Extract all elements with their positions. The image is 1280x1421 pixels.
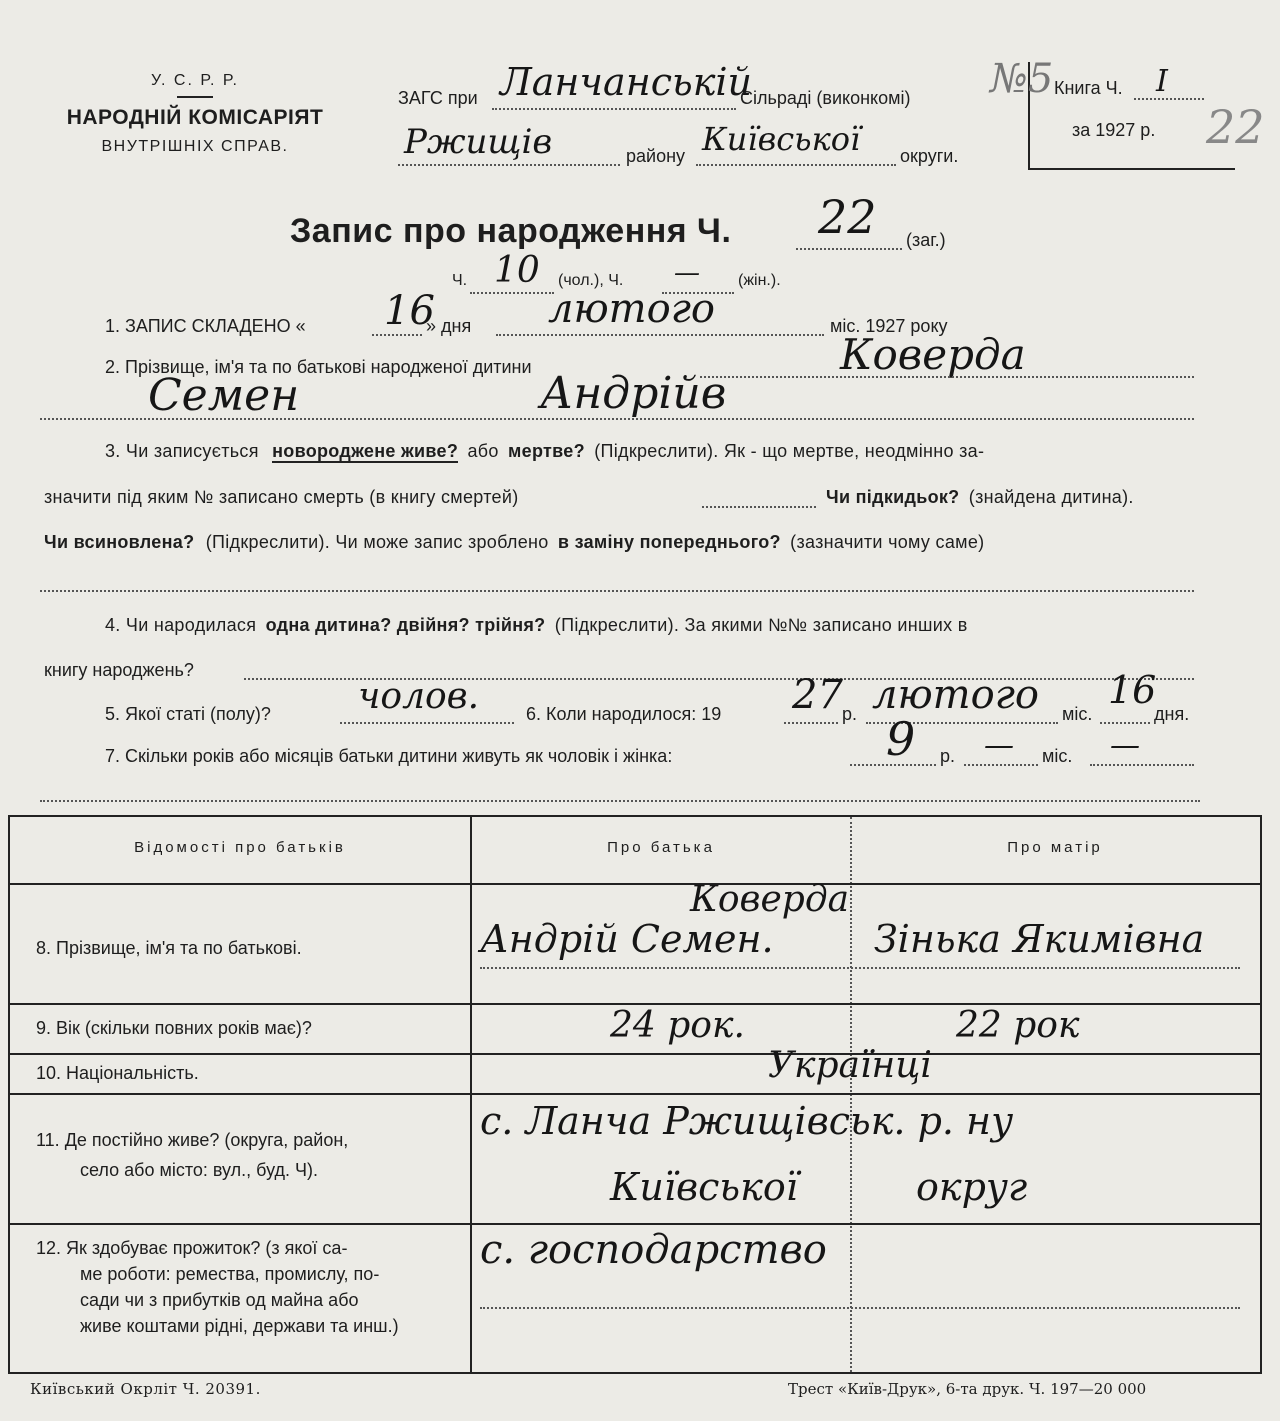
- item1-month: лютого: [548, 286, 715, 332]
- residence-line2a: Київської: [610, 1165, 798, 1209]
- selrada-value: Ланчанській: [500, 60, 753, 104]
- item3-line2: [44, 487, 519, 508]
- row12-dots: [480, 1307, 1240, 1309]
- item7-mis: міс.: [1042, 746, 1073, 766]
- row8-label: 8. Прізвище, ім'я та по батькові.: [36, 938, 302, 958]
- father-surname: Коверда: [690, 879, 850, 920]
- row9-divider: [10, 1053, 1260, 1055]
- row10-divider: [10, 1093, 1260, 1095]
- item4-line2: книгу народжень?: [44, 660, 194, 680]
- record-suffix: (заг.): [906, 230, 946, 250]
- item1-label: 1. ЗАПИС СКЛАДЕНО «: [105, 316, 306, 336]
- item2-label: 2. Прізвище, ім'я та по батькові народженої дитини: [105, 357, 532, 377]
- item6-dnya: дня.: [1154, 704, 1190, 724]
- parents-table: [8, 815, 1262, 1374]
- zags-prefix: ЗАГС при: [398, 88, 478, 108]
- item6-month: лютого: [872, 672, 1039, 718]
- okruha-label: округи.: [900, 146, 959, 166]
- row11-label-2: село або місто: вул., буд. Ч).: [80, 1160, 318, 1180]
- item6-r: р.: [842, 704, 858, 724]
- item4-l1a: 4. Чи народилася: [105, 615, 257, 635]
- record-number-line: [796, 248, 902, 250]
- row11-label-1: 11. Де постійно живе? (округа, район,: [36, 1130, 349, 1150]
- book-value: I: [1156, 64, 1168, 99]
- female-label: (жін.).: [738, 272, 781, 289]
- item7-months-line: [964, 764, 1038, 766]
- item3-alive: новороджене живе?: [272, 441, 459, 461]
- item7-r: р.: [940, 746, 956, 766]
- item6-day-line: [1100, 722, 1150, 724]
- item7-tail-line: [1090, 764, 1194, 766]
- nationality: Українці: [768, 1045, 932, 1086]
- item4-options: одна дитина? двійня? трійня?: [265, 615, 546, 635]
- footer-right: Трест «Київ-Друк», 6-та друк. Ч. 197—20 000: [788, 1380, 1147, 1398]
- item7-years-line: [850, 764, 936, 766]
- male-number: 10: [494, 250, 540, 291]
- row11-divider: [10, 1223, 1260, 1225]
- header-block: [40, 72, 350, 156]
- male-label: (чол.), Ч.: [558, 272, 624, 289]
- selrada-suffix: Сільраді (виконкомі): [740, 88, 911, 108]
- item7-label: 7. Скільки років або місяців батьки дитини живуть як чоловік і жінка:: [105, 746, 673, 766]
- item3-death-line: [702, 506, 816, 508]
- col-header-info: Відомості про батьків: [134, 839, 346, 856]
- record-title: Запис про народження Ч.: [290, 212, 732, 250]
- child-surname: Коверда: [840, 330, 1026, 379]
- header-rule: [177, 96, 213, 98]
- item7-tail: —: [1110, 728, 1140, 763]
- item3-l2c: (знайдена дитина).: [968, 487, 1134, 507]
- margin-note: №5: [990, 56, 1054, 102]
- occupation: с. господарство: [480, 1227, 827, 1273]
- row12-label-3: сади чи з прибутків од майна або: [80, 1290, 359, 1310]
- commissariat-title: НАРОДНІЙ КОМІСАРІЯТ: [66, 106, 324, 129]
- item1-day: 16: [384, 288, 435, 334]
- republic-label: У. С. Р. Р.: [150, 72, 239, 89]
- residence-line1: с. Ланча Ржищівськ. р. ну: [480, 1099, 1014, 1143]
- mother-age: 22 рок: [956, 1005, 1080, 1046]
- row12-label-2: ме роботи: ремества, промислу, по-: [80, 1264, 380, 1284]
- child-patronymic: Андрійв: [540, 368, 727, 419]
- item3-l2a: значити під яким № записано смерть (в книгу смертей): [44, 487, 519, 507]
- item3-l3b: (Підкреслити). Чи може запис зроблено: [205, 532, 549, 552]
- separator-line: [40, 800, 1200, 802]
- district-line: [398, 164, 620, 166]
- margin-number: 22: [1206, 100, 1265, 154]
- district-label: району: [626, 146, 686, 166]
- footer-left: Київський Окрліт Ч. 20391.: [30, 1380, 261, 1398]
- male-prefix: Ч.: [452, 272, 468, 289]
- item1-suffix: міс. 1927 року: [830, 316, 948, 336]
- item3-line1: [105, 441, 984, 462]
- item6-label: 6. Коли народилося: 19: [526, 704, 722, 724]
- item6-mis: міс.: [1062, 704, 1093, 724]
- item3-line2b: [826, 487, 1134, 508]
- item5-label: 5. Якої статі (полу)?: [105, 704, 271, 724]
- item6-year: 27: [792, 672, 843, 718]
- item3-line3: [44, 532, 984, 553]
- book-box: [1028, 62, 1235, 170]
- district-value: Ржищів: [404, 122, 553, 162]
- father-age: 24 рок.: [610, 1005, 745, 1046]
- item3-adopted: Чи всиновлена?: [44, 532, 195, 552]
- item7-years: 9: [886, 712, 916, 766]
- item3-replacement: в заміну попереднього?: [557, 532, 781, 552]
- department-label: ВНУТРІШНІХ СПРАВ.: [101, 138, 289, 155]
- item3-l1a: 3. Чи записується: [105, 441, 259, 461]
- item3-foundling: Чи підкидьок?: [826, 487, 960, 507]
- selrada-line: [492, 108, 736, 110]
- male-line: [470, 292, 554, 294]
- item1-day-line: [372, 334, 422, 336]
- col-header-father: Про батька: [607, 839, 715, 856]
- item3-or: або: [467, 441, 499, 461]
- okruha-line: [696, 164, 896, 166]
- mother-name: Зінька Якимівна: [874, 917, 1205, 961]
- col-header-mother: Про матір: [1007, 839, 1103, 856]
- residence-line2b: округ: [916, 1165, 1028, 1209]
- father-name: Андрій Семен.: [480, 917, 774, 961]
- item7-months: —: [984, 728, 1014, 763]
- child-given-name: Семен: [148, 370, 300, 421]
- item5-value: чолов.: [358, 676, 480, 717]
- item1-mid: » дня: [426, 316, 472, 336]
- book-label: Книга Ч.: [1054, 78, 1123, 98]
- row9-label: 9. Вік (скільки повних років має)?: [36, 1018, 312, 1038]
- year-label: за 1927 р.: [1072, 120, 1156, 140]
- item4-l1c: (Підкреслити). За якими №№ записано инших в: [554, 615, 968, 635]
- item3-dead: мертве?: [508, 441, 585, 461]
- item1-month-line: [496, 334, 824, 336]
- book-line: [1134, 98, 1204, 100]
- item2-line2: [40, 418, 1194, 420]
- record-number: 22: [818, 190, 877, 244]
- item2-line1: [700, 376, 1194, 378]
- item3-l3d: (зазначити чому саме): [790, 532, 985, 552]
- item6-day: 16: [1108, 668, 1157, 712]
- female-number: —: [674, 258, 700, 288]
- item3-line4: [40, 590, 1194, 592]
- item4-line1: [105, 615, 968, 636]
- item3-l1e: (Підкреслити). Як - що мертве, неодмінно за-: [594, 441, 985, 461]
- item6-year-line: [784, 722, 838, 724]
- okruha-value: Київської: [702, 120, 861, 158]
- item5-line: [340, 722, 514, 724]
- row12-label-4: живе коштами рідні, держави та инш.): [80, 1316, 399, 1336]
- row12-label-1: 12. Як здобуває прожиток? (з якої са-: [36, 1238, 348, 1258]
- row8-dots: [480, 967, 1240, 969]
- row10-label: 10. Національність.: [36, 1063, 199, 1083]
- header-divider: [10, 883, 1260, 885]
